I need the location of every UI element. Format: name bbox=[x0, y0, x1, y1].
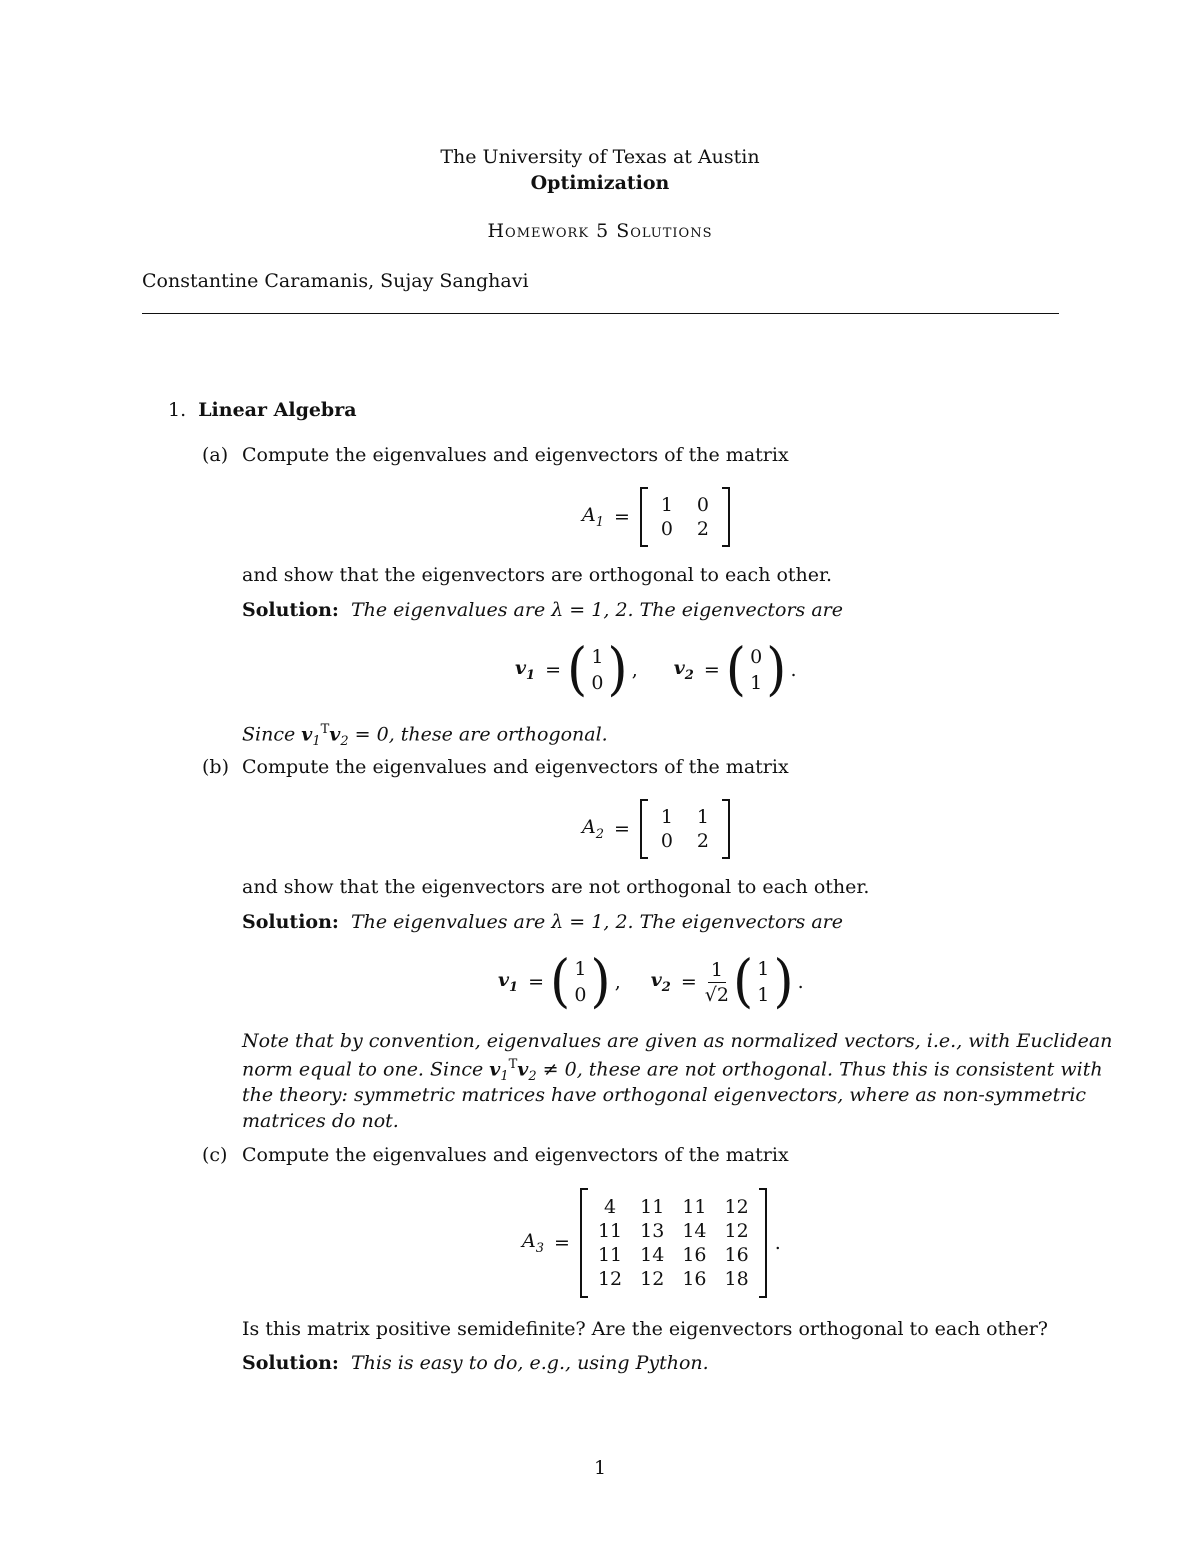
paren-left: ( bbox=[567, 637, 588, 703]
bracket-left bbox=[580, 1188, 588, 1298]
matrix-a2-name: A bbox=[582, 816, 596, 839]
matrix-a3-name: A bbox=[522, 1230, 536, 1253]
part-c-question: Is this matrix positive semidefinite? Are the eigenvectors orthogonal to each other? bbox=[242, 1318, 1048, 1340]
authors: Constantine Caramanis, Sujay Sanghavi bbox=[142, 270, 529, 292]
part-c-solution bbox=[242, 1352, 709, 1374]
vector-entry: 1 bbox=[574, 958, 587, 980]
part-b-note-line-2 bbox=[242, 1057, 1103, 1084]
matrix-cell: 11 bbox=[640, 1196, 665, 1218]
v-sub: 1 bbox=[500, 1069, 509, 1085]
conclusion-text: = 0, these are orthogonal. bbox=[354, 723, 608, 746]
part-c-prompt: Compute the eigenvalues and eigenvectors of the matrix bbox=[242, 1144, 789, 1166]
since-text: Since bbox=[242, 723, 302, 746]
matrix-cell: 2 bbox=[696, 518, 709, 540]
paren-right: ) bbox=[766, 637, 787, 703]
v1-symbol: v bbox=[498, 969, 510, 992]
part-b-prompt: Compute the eigenvalues and eigenvectors of the matrix bbox=[242, 756, 789, 778]
section-title: Linear Algebra bbox=[198, 399, 357, 421]
vector-entry: 1 bbox=[757, 984, 770, 1006]
matrix-cell: 0 bbox=[696, 494, 709, 516]
matrix-cell: 2 bbox=[696, 830, 709, 852]
solution-label: Solution: bbox=[242, 599, 339, 621]
fraction-denominator: √2 bbox=[704, 983, 729, 1006]
matrix-a1 bbox=[648, 494, 722, 540]
eigenvectors-b-equation: $v_1$ = ( 1 0 ) , $v_2$ = $\frac{1}{√2}$ ( 1 1 ) . bbox=[498, 949, 804, 1015]
v2-symbol: v bbox=[673, 657, 685, 680]
section-heading bbox=[168, 399, 357, 421]
part-a-conclusion bbox=[242, 722, 608, 749]
part-a-show: and show that the eigenvectors are orthogonal to each other. bbox=[242, 564, 833, 586]
vector-entry: 0 bbox=[591, 672, 604, 694]
solution-text: The eigenvalues are λ = 1, 2. The eigenvectors are bbox=[350, 911, 843, 933]
v1-sub: 1 bbox=[509, 979, 519, 995]
paren-right: ) bbox=[607, 637, 628, 703]
matrix-cell: 14 bbox=[640, 1244, 665, 1266]
vector-entry: 1 bbox=[591, 646, 604, 668]
matrix-cell: 11 bbox=[682, 1196, 707, 1218]
matrix-cell: 0 bbox=[660, 830, 673, 852]
v2-inline bbox=[329, 723, 340, 745]
matrix-cell: 16 bbox=[724, 1244, 749, 1266]
paren-right: ) bbox=[590, 949, 611, 1015]
v-sub: 2 bbox=[528, 1069, 537, 1085]
part-c-label: (c) bbox=[202, 1144, 228, 1166]
vector-entry: 1 bbox=[757, 958, 770, 980]
v-symbol: v bbox=[329, 723, 341, 746]
matrix-cell: 12 bbox=[597, 1268, 623, 1290]
bracket-left bbox=[640, 487, 648, 547]
v-symbol: v bbox=[301, 723, 313, 746]
paren-left: ( bbox=[732, 949, 754, 1015]
matrix-cell: 18 bbox=[724, 1268, 749, 1290]
matrix-cell: 12 bbox=[724, 1220, 749, 1242]
matrix-cell: 14 bbox=[682, 1220, 707, 1242]
v2-sub: 2 bbox=[684, 667, 694, 683]
vector-entry: 0 bbox=[574, 984, 587, 1006]
homework-title: Homework 5 Solutions bbox=[487, 220, 713, 242]
v1-sub: 1 bbox=[526, 667, 536, 683]
part-b-note-line-4: matrices do not. bbox=[242, 1110, 399, 1132]
bracket-right bbox=[722, 799, 730, 859]
note-text: ≠ 0, these are not orthogonal. Thus this is consistent with bbox=[536, 1058, 1103, 1081]
part-a-prompt: Compute the eigenvalues and eigenvectors of the matrix bbox=[242, 444, 789, 466]
matrix-a3 bbox=[588, 1196, 759, 1290]
v-symbol: v bbox=[489, 1058, 501, 1081]
solution-text: The eigenvalues are λ = 1, 2. The eigenvectors are bbox=[350, 599, 843, 621]
part-b-solution bbox=[242, 911, 843, 933]
v-symbol: v bbox=[517, 1058, 529, 1081]
v-sub: 1 bbox=[312, 734, 321, 750]
matrix-cell: 1 bbox=[660, 806, 673, 828]
v-sub: 2 bbox=[340, 734, 349, 750]
matrix-a3-sub: 3 bbox=[535, 1240, 545, 1256]
matrix-cell: 13 bbox=[640, 1220, 665, 1242]
normalization-fraction bbox=[705, 958, 729, 1007]
matrix-cell: 4 bbox=[603, 1196, 617, 1218]
course-title: Optimization bbox=[530, 172, 670, 194]
matrix-a2 bbox=[648, 806, 722, 852]
header-divider bbox=[142, 313, 1059, 314]
v2-inline bbox=[517, 1058, 528, 1080]
solution-label: Solution: bbox=[242, 1352, 339, 1374]
transpose-sup: T bbox=[320, 722, 330, 737]
v1-inline bbox=[489, 1058, 500, 1080]
part-a-solution bbox=[242, 599, 843, 621]
section-number: 1. bbox=[168, 399, 187, 421]
eigenvectors-a-equation: $v_1$ = ( 1 0 ) , $v_2$ = ( 0 1 ) . bbox=[515, 637, 797, 703]
v1-inline bbox=[301, 723, 312, 745]
matrix-cell: 11 bbox=[597, 1244, 623, 1266]
matrix-cell: 1 bbox=[660, 494, 673, 516]
vector-v1 bbox=[587, 644, 607, 696]
matrix-cell: 12 bbox=[724, 1196, 749, 1218]
vector-v2 bbox=[753, 956, 773, 1008]
note-text: norm equal to one. Since bbox=[242, 1058, 490, 1081]
part-b-note-line-1: Note that by convention, eigenvalues are given as normalized vectors, i.e., with Euclidean bbox=[242, 1030, 1113, 1052]
part-a-label: (a) bbox=[202, 444, 229, 466]
v2-symbol: v bbox=[650, 969, 662, 992]
matrix-a1-name: A bbox=[582, 504, 596, 527]
matrix-a2-equation: $A_2$ = 1 1 0 2 bbox=[582, 799, 730, 859]
paren-right: ) bbox=[773, 949, 794, 1015]
matrix-cell: 1 bbox=[696, 806, 709, 828]
part-b-note-line-3: the theory: symmetric matrices have orthogonal eigenvectors, where as non-symmetric bbox=[242, 1084, 1087, 1106]
matrix-a1-equation: $A_1$ = 1 0 0 2 bbox=[582, 487, 730, 547]
part-b-show: and show that the eigenvectors are not orthogonal to each other. bbox=[242, 876, 870, 898]
matrix-cell: 0 bbox=[660, 518, 673, 540]
matrix-cell: 16 bbox=[682, 1268, 707, 1290]
matrix-cell: 12 bbox=[640, 1268, 665, 1290]
paren-left: ( bbox=[725, 637, 747, 703]
page-number: 1 bbox=[593, 1457, 607, 1479]
matrix-a2-sub: 2 bbox=[595, 826, 605, 842]
fraction-numerator: 1 bbox=[708, 958, 726, 983]
vector-v1 bbox=[570, 956, 590, 1008]
matrix-cell: 11 bbox=[597, 1220, 623, 1242]
bracket-right bbox=[722, 487, 730, 547]
solution-text: This is easy to do, e.g., using Python. bbox=[350, 1352, 709, 1374]
matrix-a3-equation: $A_3$ = 4 11 11 12 11 13 14 12 11 14 16 16 12 12 16 18 . bbox=[522, 1188, 781, 1298]
bracket-left bbox=[640, 799, 648, 859]
vector-v2 bbox=[746, 644, 766, 696]
university-name: The University of Texas at Austin bbox=[440, 146, 760, 168]
matrix-a1-sub: 1 bbox=[595, 514, 605, 530]
paren-left: ( bbox=[550, 949, 571, 1015]
vector-entry: 0 bbox=[750, 646, 763, 668]
v2-sub: 2 bbox=[661, 979, 671, 995]
v1-symbol: v bbox=[515, 657, 527, 680]
part-b-label: (b) bbox=[202, 756, 229, 778]
vector-entry: 1 bbox=[750, 672, 763, 694]
bracket-right bbox=[759, 1188, 767, 1298]
matrix-cell: 16 bbox=[682, 1244, 707, 1266]
transpose-sup: T bbox=[508, 1057, 518, 1072]
solution-label: Solution: bbox=[242, 911, 339, 933]
